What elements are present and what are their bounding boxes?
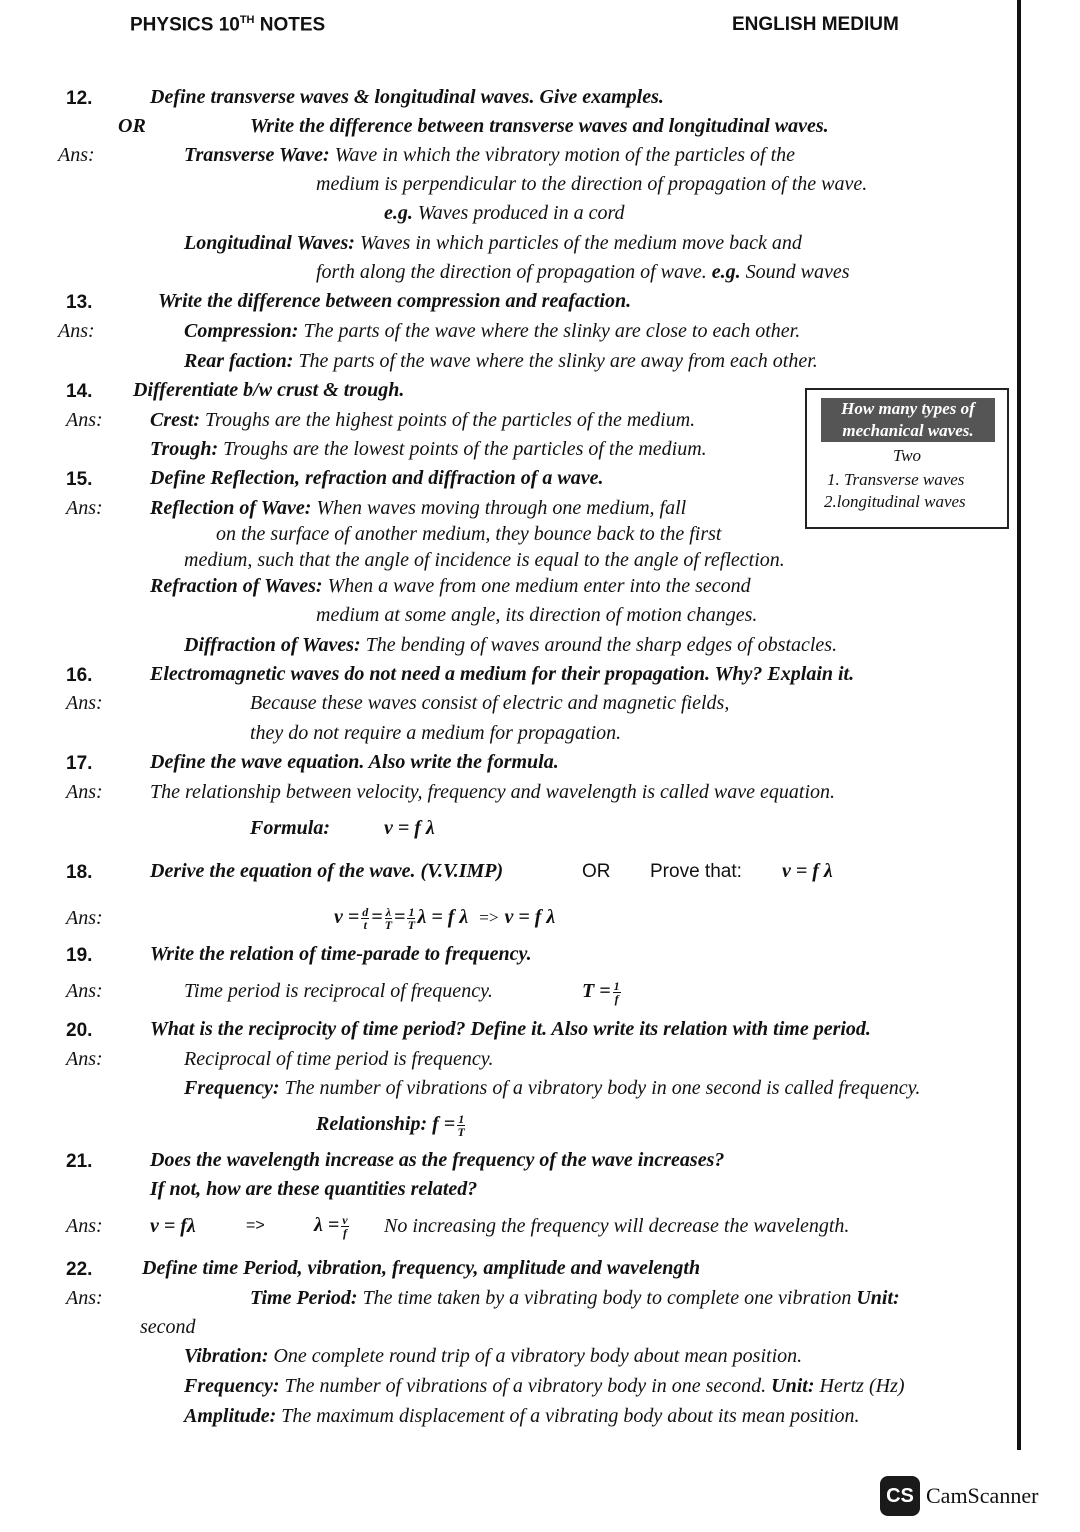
q21-question-1: Does the wavelength increase as the frequency of the wave increases? bbox=[150, 1149, 725, 1171]
q17-question: Define the wave equation. Also write the formula. bbox=[150, 751, 559, 773]
q17-formula-label: Formula: bbox=[250, 817, 331, 839]
q21-number: 21. bbox=[66, 1151, 93, 1172]
q12-or: OR bbox=[118, 115, 146, 137]
q13-number: 13. bbox=[66, 292, 93, 313]
q13-compression: Compression: The parts of the wave where the slinky are close to each other. bbox=[184, 320, 801, 342]
box-title: How many types of mechanical waves. bbox=[821, 398, 995, 442]
q15-refraction: Refraction of Waves: When a wave from one medium enter into the second bbox=[150, 575, 751, 597]
q17-text: The relationship between velocity, frequency and wavelength is called wave equation. bbox=[150, 781, 836, 803]
q16-number: 16. bbox=[66, 665, 93, 686]
box-answer: Two bbox=[893, 446, 922, 465]
q21-question-2: If not, how are these quantities related? bbox=[150, 1178, 478, 1200]
camscanner-text: CamScanner bbox=[926, 1483, 1039, 1508]
mechanical-waves-box bbox=[805, 388, 1009, 529]
q14-trough: Trough: Troughs are the lowest points of the particles of the medium. bbox=[150, 438, 707, 460]
margin-line bbox=[1017, 0, 1021, 1450]
q22-amplitude: Amplitude: The maximum displacement of a vibrating body about its mean position. bbox=[184, 1405, 860, 1427]
q22-question: Define time Period, vibration, frequency, amplitude and wavelength bbox=[142, 1257, 701, 1279]
q12-ans: Ans: bbox=[58, 144, 95, 166]
q15-ans: Ans: bbox=[66, 497, 103, 519]
q14-number: 14. bbox=[66, 381, 93, 402]
q20-text: Reciprocal of time period is frequency. bbox=[184, 1048, 494, 1070]
q21-text: No increasing the frequency will decrease the wavelength. bbox=[384, 1215, 850, 1237]
q16-text-1: Because these waves consist of electric and magnetic fields, bbox=[250, 692, 730, 714]
q15-diffraction: Diffraction of Waves: The bending of waves around the sharp edges of obstacles. bbox=[184, 634, 838, 656]
header-right: ENGLISH MEDIUM bbox=[732, 14, 899, 35]
q17-ans: Ans: bbox=[66, 781, 103, 803]
q21-equation-2: λ = $\frac{v}{f}$ bbox=[314, 1212, 348, 1240]
q18-derivation: v = $\frac{d}{t}$ = $\frac{\lambda}{T}$ = $\frac{1}{T}$ λ = f λ => v = f λ bbox=[334, 904, 556, 932]
q18-prove-equation: v = f λ bbox=[782, 860, 833, 882]
q14-question: Differentiate b/w crust & trough. bbox=[133, 379, 405, 401]
box-item-1: 1. Transverse waves bbox=[827, 470, 965, 489]
q18-prove: Prove that: bbox=[650, 861, 742, 882]
q15-reflection: Reflection of Wave: When waves moving through one medium, fall bbox=[150, 497, 687, 519]
q16-text-2: they do not require a medium for propagation. bbox=[250, 722, 622, 744]
q18-ans: Ans: bbox=[66, 907, 103, 929]
q22-time-period: Time Period: The time taken by a vibrating body to complete one vibration Unit: bbox=[250, 1287, 900, 1309]
q20-ans: Ans: bbox=[66, 1048, 103, 1070]
q13-question: Write the difference between compression and reafaction. bbox=[158, 290, 632, 312]
q17-formula: v = f λ bbox=[384, 817, 435, 839]
q12-alt-question: Write the difference between transverse waves and longitudinal waves. bbox=[250, 115, 829, 137]
q16-question: Electromagnetic waves do not need a medium for their propagation. Why? Explain it. bbox=[150, 663, 855, 685]
q16-ans: Ans: bbox=[66, 692, 103, 714]
q20-question: What is the reciprocity of time period? Define it. Also write its relation with time period. bbox=[150, 1018, 871, 1040]
q22-frequency: Frequency: The number of vibrations of a vibratory body in one second. Unit: Hertz (Hz) bbox=[184, 1375, 905, 1397]
q15-reflection-2: on the surface of another medium, they bounce back to the first bbox=[216, 523, 722, 545]
q14-ans: Ans: bbox=[66, 409, 103, 431]
q12-transverse: Transverse Wave: Wave in which the vibratory motion of the particles of the bbox=[184, 144, 796, 166]
q17-number: 17. bbox=[66, 753, 93, 774]
q15-refraction-2: medium at some angle, its direction of motion changes. bbox=[316, 604, 758, 626]
q12-question: Define transverse waves & longitudinal waves. Give examples. bbox=[150, 86, 664, 108]
q12-example: e.g. Waves produced in a cord bbox=[384, 202, 625, 224]
q21-ans: Ans: bbox=[66, 1215, 103, 1237]
q19-text: Time period is reciprocal of frequency. bbox=[184, 980, 493, 1002]
q15-reflection-3: medium, such that the angle of incidence is equal to the angle of reflection. bbox=[184, 549, 785, 571]
q14-crest: Crest: Troughs are the highest points of the particles of the medium. bbox=[150, 409, 696, 431]
q22-ans: Ans: bbox=[66, 1287, 103, 1309]
header-left: PHYSICS 10TH NOTES bbox=[130, 14, 326, 36]
q22-vibration: Vibration: One complete round trip of a vibratory body about mean position. bbox=[184, 1345, 803, 1367]
q20-number: 20. bbox=[66, 1020, 93, 1041]
q22-number: 22. bbox=[66, 1259, 93, 1280]
q19-question: Write the relation of time-parade to frequency. bbox=[150, 943, 532, 965]
q13-rarefaction: Rear faction: The parts of the wave where the slinky are away from each other. bbox=[184, 350, 818, 372]
q18-or: OR bbox=[582, 861, 611, 882]
q12-longitudinal: Longitudinal Waves: Waves in which particles of the medium move back and bbox=[184, 232, 802, 254]
q19-equation: T = $\frac{1}{f}$ bbox=[582, 978, 620, 1006]
q22-time-period-unit: second bbox=[140, 1316, 196, 1338]
q12-transverse-2: medium is perpendicular to the direction of propagation of the wave. bbox=[316, 173, 868, 195]
q18-question: Derive the equation of the wave. (V.V.IMP) bbox=[150, 860, 504, 882]
q20-relationship: Relationship: f = $\frac{1}{T}$ bbox=[316, 1111, 465, 1139]
q12-number: 12. bbox=[66, 88, 93, 109]
q15-question: Define Reflection, refraction and diffraction of a wave. bbox=[150, 467, 604, 489]
q19-ans: Ans: bbox=[66, 980, 103, 1002]
q21-arrow: => bbox=[246, 1217, 265, 1234]
q13-ans: Ans: bbox=[58, 320, 95, 342]
q15-number: 15. bbox=[66, 469, 93, 490]
q20-frequency: Frequency: The number of vibrations of a vibratory body in one second is called frequency. bbox=[184, 1077, 921, 1099]
q21-equation-1: v = fλ bbox=[150, 1215, 196, 1237]
q19-number: 19. bbox=[66, 945, 93, 966]
q12-longitudinal-2: forth along the direction of propagation of wave. e.g. Sound waves bbox=[316, 261, 850, 283]
box-item-2: 2.longitudinal waves bbox=[824, 492, 966, 511]
camscanner-watermark bbox=[880, 1476, 1038, 1516]
camscanner-logo-icon: CS bbox=[880, 1476, 920, 1516]
q18-number: 18. bbox=[66, 862, 93, 883]
